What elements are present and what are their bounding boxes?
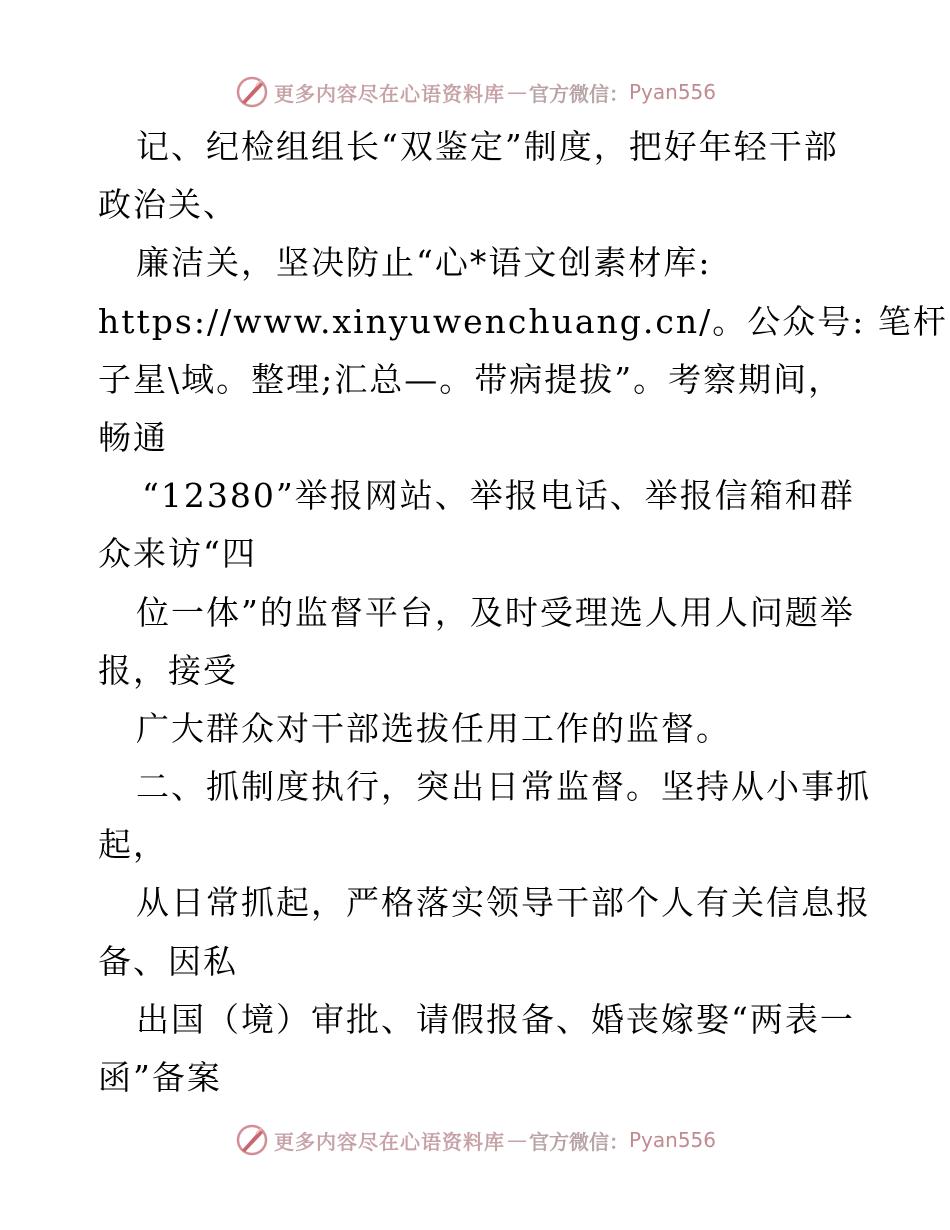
text-line: 众来访“四 (98, 534, 257, 574)
footer-wechat-id: Pyan556 (628, 1128, 716, 1152)
text-line: 位一体”的监督平台，及时受理选人用人问题举 (136, 592, 855, 632)
header-dash: — (506, 80, 527, 104)
text-line: 起， (98, 825, 168, 865)
footer-wechat-label: 官方微信： (528, 1129, 629, 1154)
footer-banner (0, 1120, 950, 1160)
text-line: 畅通 (98, 417, 168, 457)
text-line: “12380”举报网站、举报电话、举报信箱和群 (142, 476, 855, 516)
text-line: 记、纪检组组长“双鉴定”制度，把好年轻干部 (136, 127, 839, 166)
header-banner (0, 72, 950, 112)
footer-dash: — (506, 1128, 527, 1152)
header-wechat-id: Pyan556 (628, 80, 716, 104)
header-wechat-label: 官方微信： (528, 81, 629, 106)
text-line: 政治关、 (98, 185, 238, 225)
quill-logo-icon (234, 74, 270, 110)
header-site-text: 更多内容尽在心语资料库 (273, 81, 505, 106)
text-line: 从日常抓起，严格落实领导干部个人有关信息报 (136, 883, 871, 923)
text-line: 二、抓制度执行，突出日常监督。坚持从小事抓 (136, 767, 871, 807)
text-line: 报，接受 (98, 650, 238, 690)
text-line: 子星\域。整理;汇总—。带病提拔”。考察期间， (98, 359, 844, 399)
document-body (98, 118, 948, 1107)
quill-logo-icon (234, 1122, 270, 1158)
text-line: 广大群众对干部选拔任用工作的监督。 (136, 708, 731, 748)
text-line: 廉洁关，坚决防止“心*语文创素材库: (136, 243, 712, 283)
footer-site-text: 更多内容尽在心语资料库 (273, 1129, 505, 1154)
text-line: 函”备案 (98, 1058, 222, 1097)
text-line: 备、因私 (98, 941, 238, 981)
text-line: https://www.xinyuwenchuang.cn/。公众号: 笔杆 (98, 301, 948, 341)
text-line: 出国（境）审批、请假报备、婚丧嫁娶“两表一 (136, 999, 855, 1039)
